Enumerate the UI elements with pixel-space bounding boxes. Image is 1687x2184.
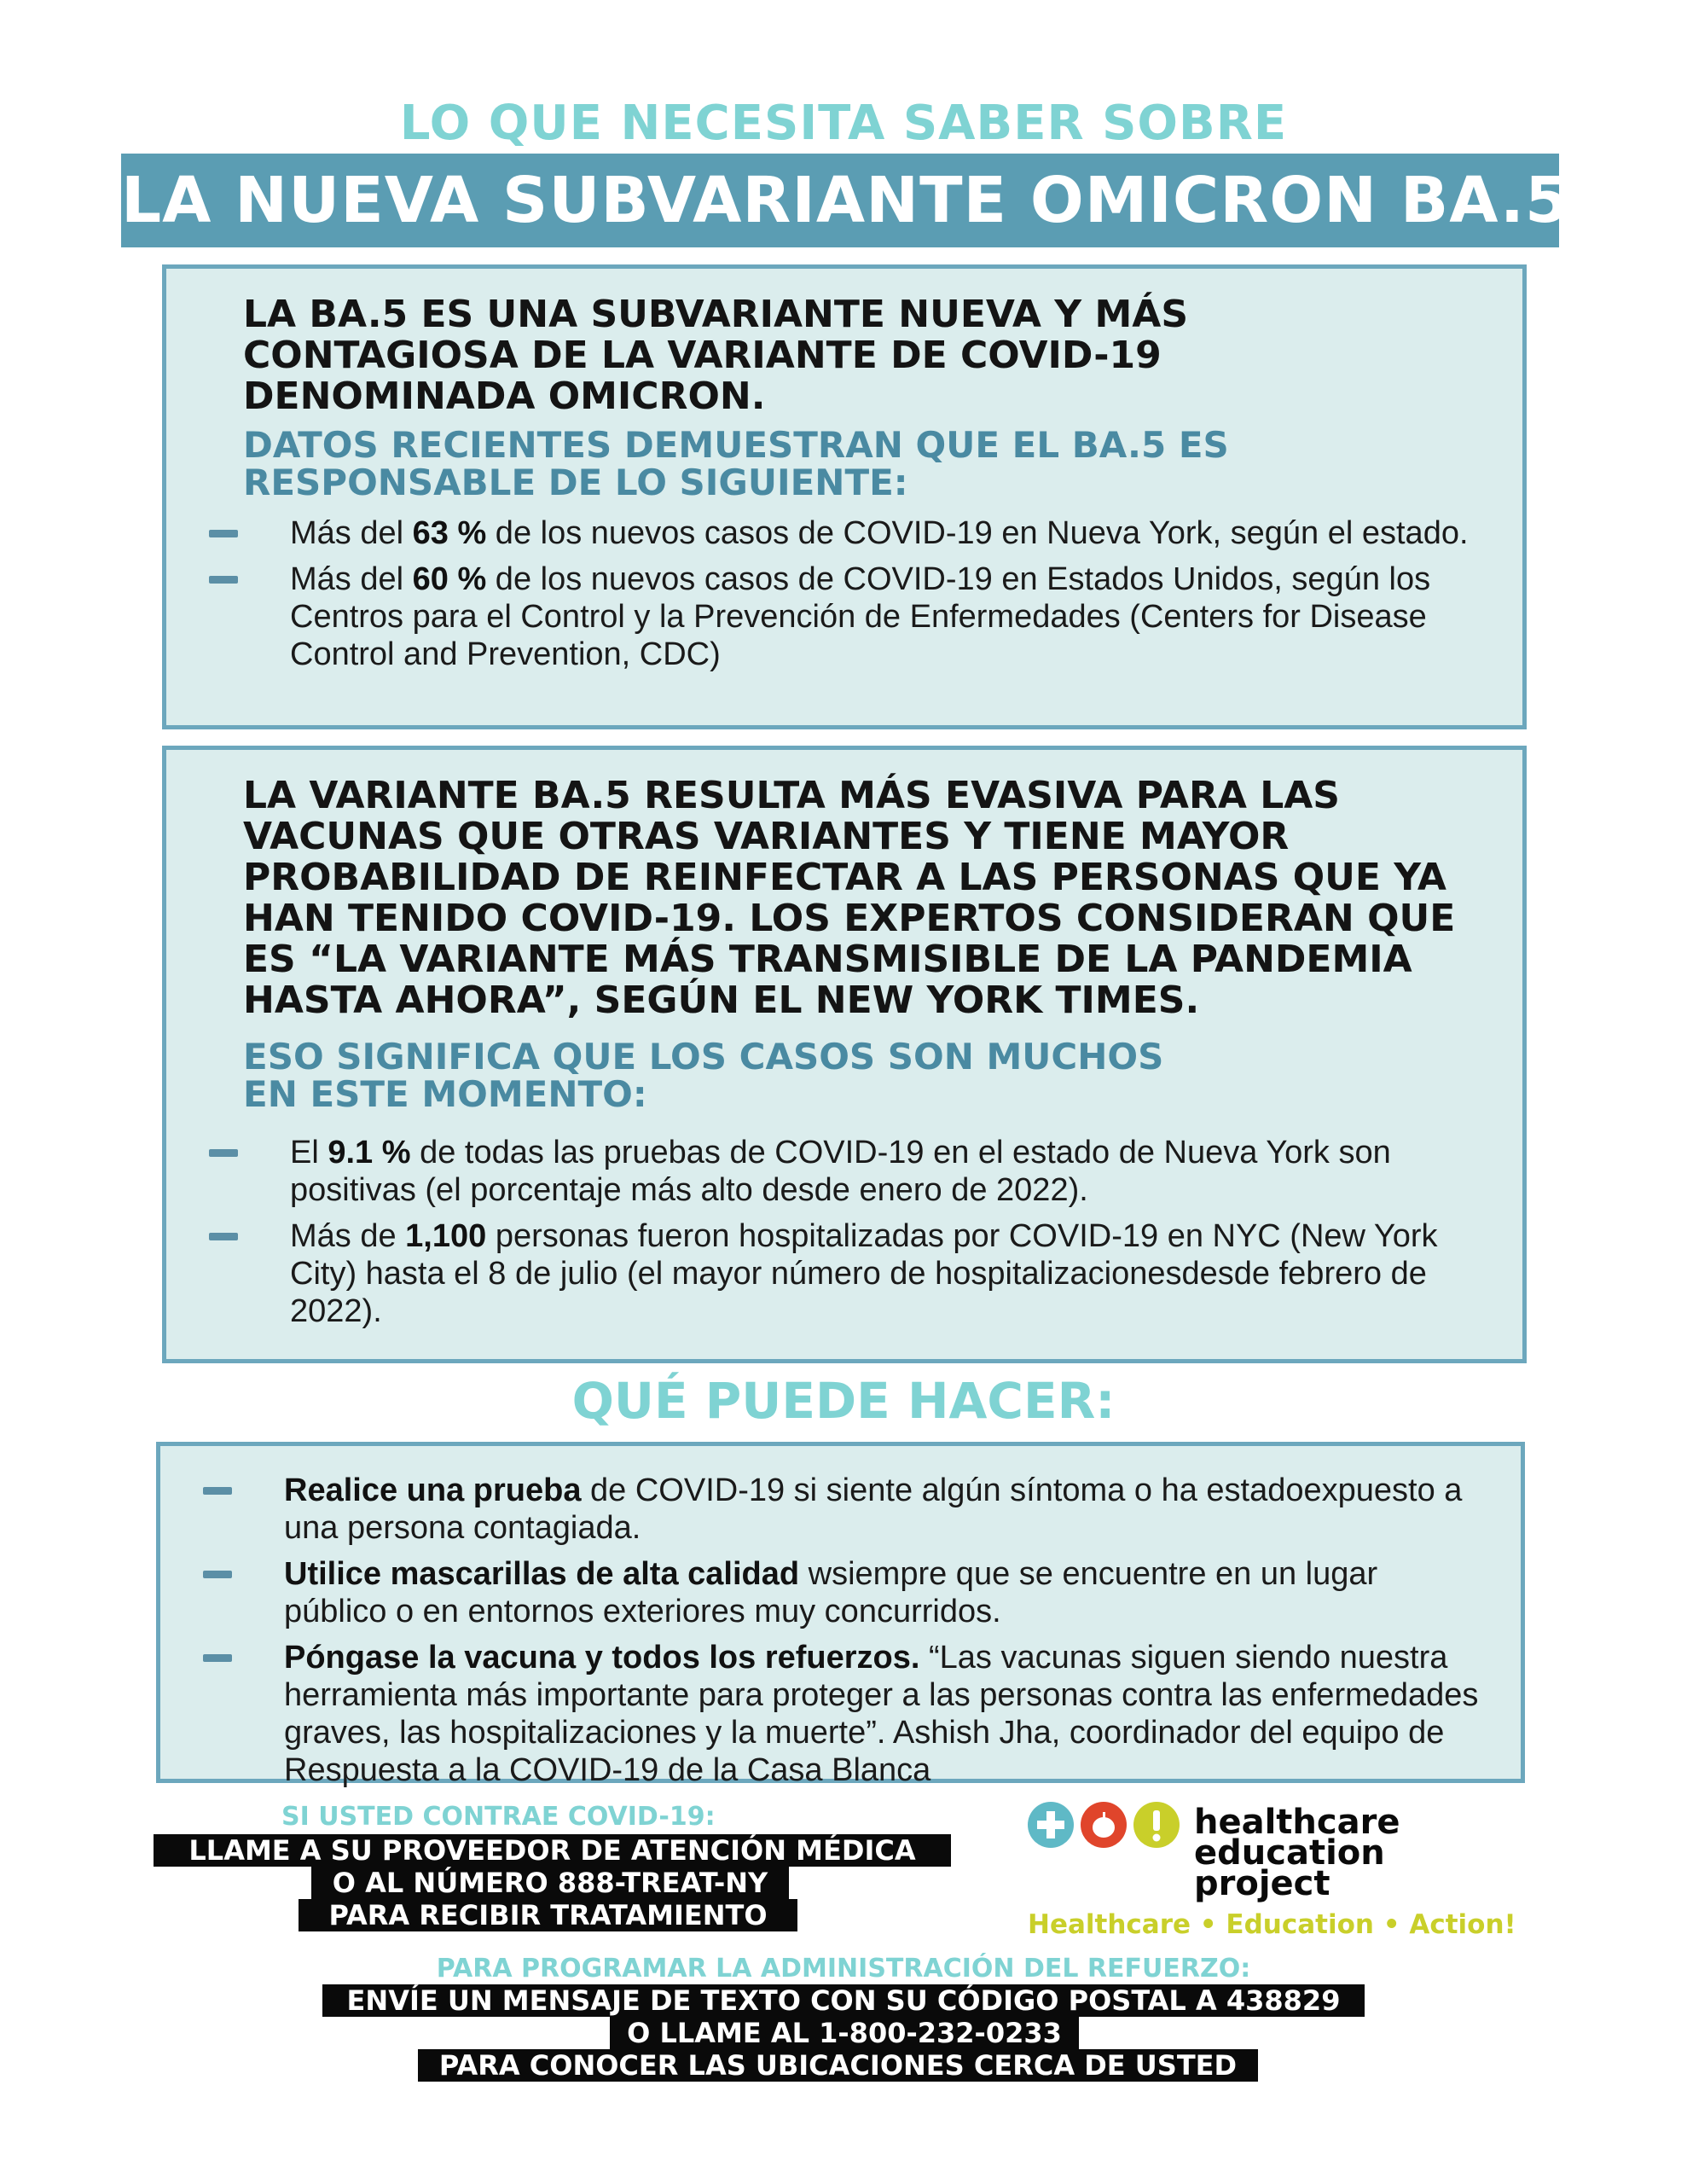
contact-line: O AL NÚMERO 888-TREAT-NY bbox=[311, 1867, 789, 1899]
list-item: Realice una prueba de COVID-19 si siente algún síntoma o ha estadoexpuesto a una persona contagiada. bbox=[160, 1472, 1487, 1547]
subheading-line: ESO SIGNIFICA QUE LOS CASOS SON MUCHOS bbox=[243, 1036, 1164, 1077]
panel1-headline bbox=[243, 294, 1471, 417]
list-item: Póngase la vacuna y todos los refuerzos. “Las vacunas siguen siendo nuestra herramienta más importante para proteger a las personas contra las enfermedades graves, las hospitalizaciones y la muerte”. Ashish Jha, coordinador del equipo de Respuesta a la COVID-19 de la Casa Blanca bbox=[160, 1639, 1487, 1789]
logo-word: project bbox=[1194, 1864, 1330, 1903]
list-item: Más de 1,100 personas fueron hospitalizadas por COVID-19 en NYC (New York City) hasta el 8 de julio (el mayor número de hospitalizacionesdesde febrero de 2022). bbox=[166, 1217, 1488, 1330]
section-title-what-you-can-do: QUÉ PUEDE HACER: bbox=[571, 1372, 1116, 1430]
list-item: Utilice mascarillas de alta calidad wsiempre que se encuentre en un lugar público o en entornos exteriores muy concurridos. bbox=[160, 1555, 1487, 1630]
booster-kicker: PARA PROGRAMAR LA ADMINISTRACIÓN DEL REFUERZO: bbox=[436, 1954, 1251, 1984]
subheading-line: RESPONSABLE DE LO SIGUIENTE: bbox=[243, 462, 908, 503]
exclamation-circle-icon bbox=[1133, 1802, 1180, 1848]
logo-tagline: Healthcare • Education • Action! bbox=[1028, 1909, 1516, 1940]
contact-line: LLAME A SU PROVEEDOR DE ATENCIÓN MÉDICA bbox=[154, 1834, 951, 1867]
action-emphasis: Realice una prueba bbox=[284, 1472, 582, 1508]
action-emphasis: Utilice mascarillas de alta calidad bbox=[284, 1556, 800, 1592]
panel2-bullet-list bbox=[166, 1134, 1488, 1339]
panel2-subheading bbox=[243, 1038, 1471, 1113]
dash-bullet-icon bbox=[203, 1571, 232, 1578]
plus-circle-icon bbox=[1028, 1802, 1074, 1848]
headline-line: LA BA.5 ES UNA SUBVARIANTE NUEVA Y MÁS bbox=[243, 293, 1189, 336]
stat-value: 63 % bbox=[412, 515, 487, 551]
contact-kicker: SI USTED CONTRAE COVID-19: bbox=[281, 1802, 716, 1832]
dash-bullet-icon bbox=[209, 1149, 238, 1157]
action-bullet-list bbox=[160, 1472, 1487, 1798]
fact-panel-1 bbox=[162, 264, 1527, 729]
stat-value: 9.1 % bbox=[328, 1135, 411, 1170]
list-item: El 9.1 % de todas las pruebas de COVID-19 en el estado de Nueva York son positivas (el porcentaje más alto desde enero de 2022). bbox=[166, 1134, 1488, 1209]
stat-value: 1,100 bbox=[405, 1218, 487, 1254]
headline-line: DENOMINADA OMICRON. bbox=[243, 375, 766, 418]
subheading-line: DATOS RECIENTES DEMUESTRAN QUE EL BA.5 ES bbox=[243, 424, 1229, 466]
dash-bullet-icon bbox=[209, 576, 238, 584]
headline-line: ES “LA VARIANTE MÁS TRANSMISIBLE DE LA PANDEMIA bbox=[243, 938, 1412, 981]
contact-line: PARA RECIBIR TRATAMIENTO bbox=[299, 1899, 797, 1931]
logo-word: healthcare bbox=[1194, 1803, 1400, 1842]
booster-line: O LLAME AL 1-800-232-0233 bbox=[610, 2017, 1079, 2049]
list-item: Más del 60 % de los nuevos casos de COVID-19 en Estados Unidos, según los Centros para el Control y la Prevención de Enfermedades (Centers for Disease Control and Prevention, CDC) bbox=[166, 561, 1488, 673]
fact-panel-2 bbox=[162, 746, 1527, 1363]
stat-value: 60 % bbox=[412, 561, 487, 597]
dash-bullet-icon bbox=[203, 1487, 232, 1495]
logo-word: education bbox=[1194, 1833, 1385, 1873]
headline-line: CONTAGIOSA DE LA VARIANTE DE COVID-19 bbox=[243, 334, 1162, 377]
dash-bullet-icon bbox=[209, 530, 238, 537]
headline-line: LA VARIANTE BA.5 RESULTA MÁS EVASIVA PARA LAS bbox=[243, 774, 1340, 817]
headline-line: PROBABILIDAD DE REINFECTAR A LAS PERSONAS QUE YA bbox=[243, 856, 1446, 899]
headline-line: VACUNAS QUE OTRAS VARIANTES Y TIENE MAYOR bbox=[243, 815, 1290, 858]
subheading-line: EN ESTE MOMENTO: bbox=[243, 1073, 647, 1115]
list-item: Más del 63 % de los nuevos casos de COVID-19 en Nueva York, según el estado. bbox=[166, 514, 1488, 552]
panel1-subheading bbox=[243, 424, 1471, 503]
panel2-headline bbox=[243, 775, 1471, 1021]
booster-line: PARA CONOCER LAS UBICACIONES CERCA DE USTED bbox=[418, 2049, 1258, 2082]
apple-circle-icon bbox=[1081, 1802, 1127, 1848]
dash-bullet-icon bbox=[209, 1233, 238, 1240]
dash-bullet-icon bbox=[203, 1654, 232, 1662]
action-panel bbox=[156, 1442, 1525, 1788]
action-emphasis: Póngase la vacuna y todos los refuerzos. bbox=[284, 1640, 920, 1676]
headline-line: HASTA AHORA”, SEGÚN EL NEW YORK TIMES. bbox=[243, 979, 1200, 1022]
page-title: LA NUEVA SUBVARIANTE OMICRON BA.5 bbox=[121, 154, 1559, 247]
header-kicker: LO QUE NECESITA SABER SOBRE bbox=[399, 96, 1288, 151]
panel1-bullet-list bbox=[166, 514, 1488, 682]
logo-wordmark bbox=[1194, 1803, 1400, 1903]
booster-line: ENVÍE UN MENSAJE DE TEXTO CON SU CÓDIGO POSTAL A 438829 bbox=[322, 1984, 1365, 2017]
headline-line: HAN TENIDO COVID-19. LOS EXPERTOS CONSIDERAN QUE bbox=[243, 897, 1456, 940]
